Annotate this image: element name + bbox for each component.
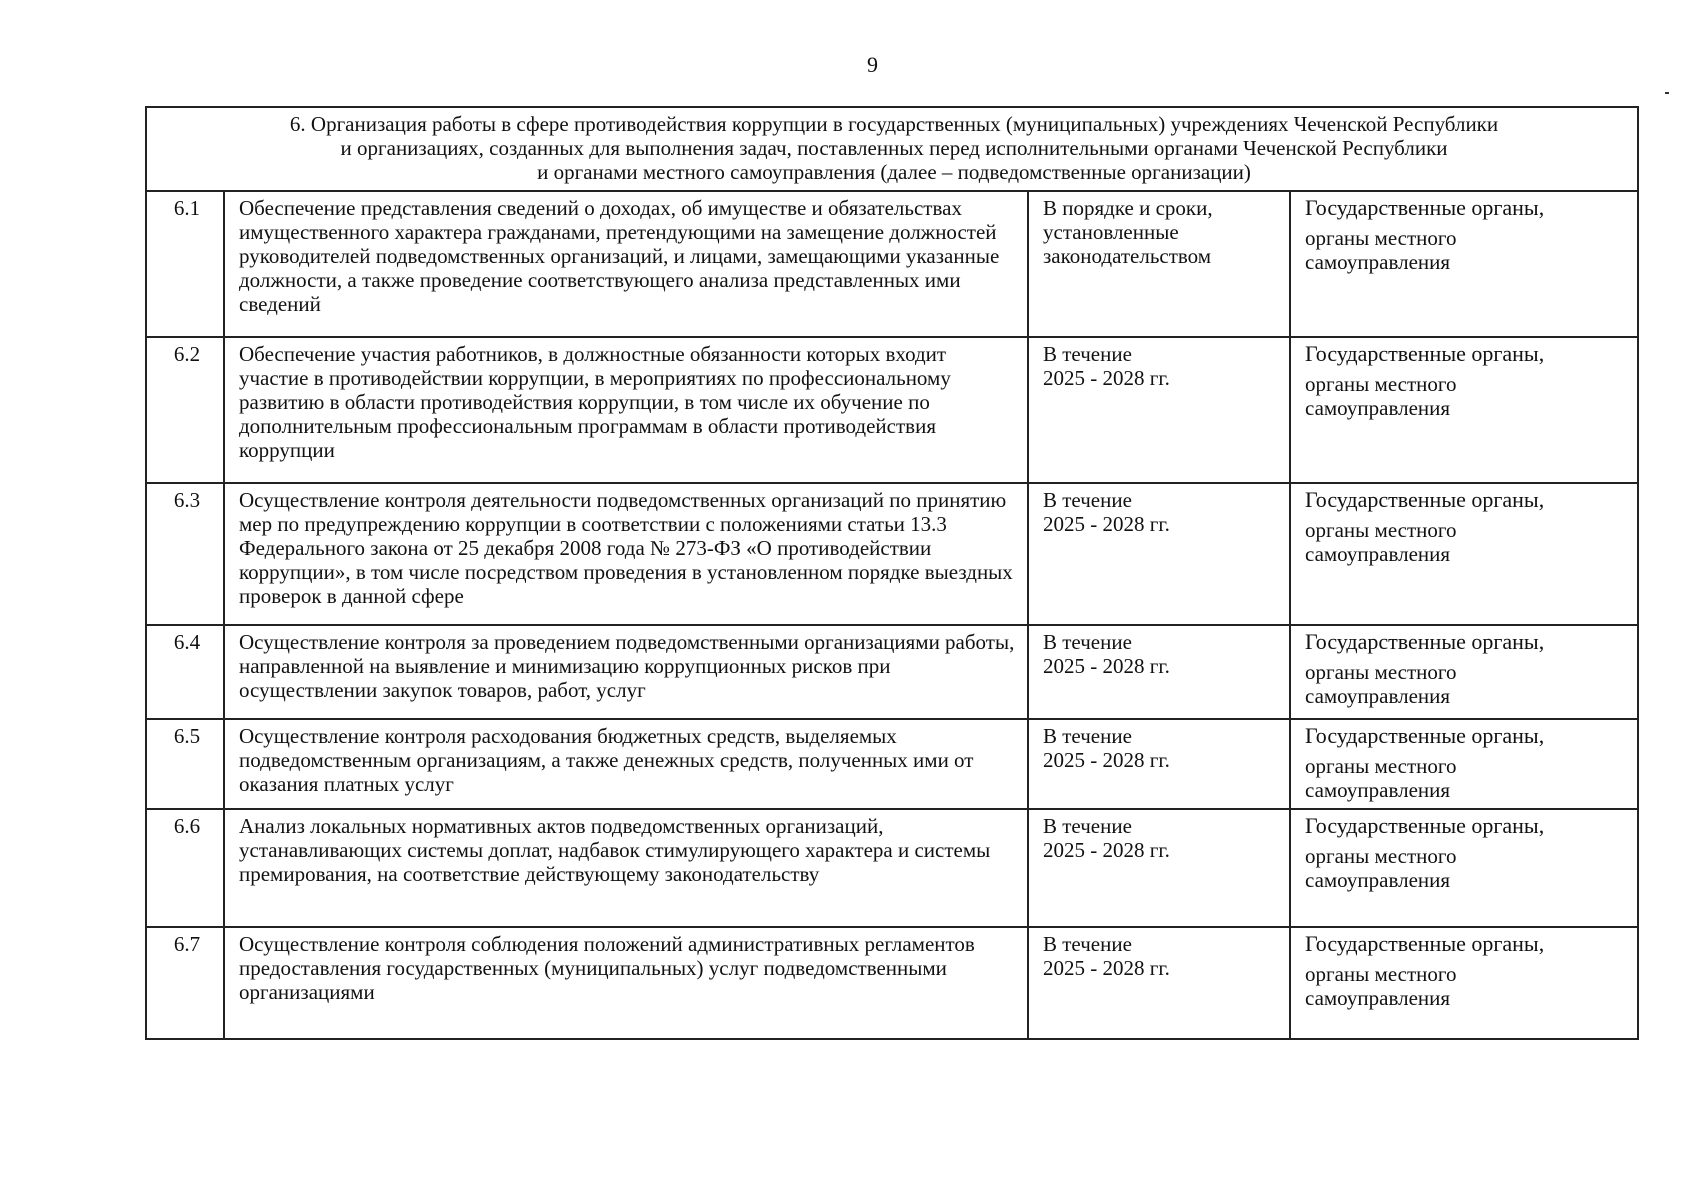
responsible-secondary: органы местного самоуправления (1305, 754, 1457, 802)
row-term: В порядке и сроки, установленные законодательством (1028, 191, 1290, 337)
row-number: 6.6 (146, 809, 224, 927)
responsible-secondary: органы местного самоуправления (1305, 226, 1457, 274)
section-header-row (146, 107, 1638, 191)
row-responsible (1290, 337, 1638, 483)
row-term: В течение 2025 - 2028 гг. (1028, 625, 1290, 719)
row-number: 6.7 (146, 927, 224, 1039)
row-number: 6.2 (146, 337, 224, 483)
table-row (146, 927, 1638, 1039)
table-row (146, 625, 1638, 719)
row-action: Осуществление контроля расходования бюджетных средств, выделяемых подведомственным организациям, а также денежных средств, полученных ими от оказания платных услуг (224, 719, 1028, 809)
row-responsible (1290, 809, 1638, 927)
stray-mark (1665, 92, 1669, 94)
section-title-line: и органами местного самоуправления (далее – подведомственные организации) (537, 160, 1251, 184)
responsible-secondary: органы местного самоуправления (1305, 962, 1457, 1010)
row-action: Осуществление контроля деятельности подведомственных организаций по принятию мер по предупреждению коррупции в соответствии с положениями статьи 13.3 Федерального закона от 25 декабря 2008 года № 273-ФЗ «О противодействии коррупции», в том числе посредством проведения в установленном порядке выездных проверок в данной сфере (224, 483, 1028, 625)
section-title-line: и организациях, созданных для выполнения задач, поставленных перед исполнительными органами Чеченской Республики (340, 136, 1448, 160)
responsible-primary: Государственные органы, (1305, 931, 1545, 956)
responsible-primary: Государственные органы, (1305, 813, 1545, 838)
responsible-primary: Государственные органы, (1305, 195, 1545, 220)
responsible-primary: Государственные органы, (1305, 629, 1545, 654)
table-row (146, 809, 1638, 927)
page-number: 9 (867, 52, 878, 77)
row-responsible (1290, 719, 1638, 809)
row-number: 6.5 (146, 719, 224, 809)
row-action: Обеспечение участия работников, в должностные обязанности которых входит участие в противодействии коррупции, в мероприятиях по профессиональному развитию в области противодействия коррупции, в том числе их обучение по дополнительным профессиональным программам в области противодействия коррупции (224, 337, 1028, 483)
action-plan-table (145, 106, 1639, 1040)
row-term: В течение 2025 - 2028 гг. (1028, 719, 1290, 809)
row-number: 6.4 (146, 625, 224, 719)
section-title-line: 6. Организация работы в сфере противодействия коррупции в государственных (муниципальных) учреждениях Чеченской Республики (289, 112, 1499, 136)
table-row (146, 719, 1638, 809)
row-action: Осуществление контроля за проведением подведомственными организациями работы, направленной на выявление и минимизацию коррупционных рисков при осуществлении закупок товаров, работ, услуг (224, 625, 1028, 719)
table-row (146, 337, 1638, 483)
responsible-primary: Государственные органы, (1305, 723, 1545, 748)
row-action: Осуществление контроля соблюдения положений административных регламентов предоставления государственных (муниципальных) услуг подведомственными организациями (224, 927, 1028, 1039)
table-row (146, 483, 1638, 625)
responsible-primary: Государственные органы, (1305, 487, 1545, 512)
responsible-secondary: органы местного самоуправления (1305, 372, 1457, 420)
responsible-secondary: органы местного самоуправления (1305, 844, 1457, 892)
responsible-primary: Государственные органы, (1305, 341, 1545, 366)
responsible-secondary: органы местного самоуправления (1305, 518, 1457, 566)
row-term: В течение 2025 - 2028 гг. (1028, 337, 1290, 483)
row-responsible (1290, 191, 1638, 337)
row-number: 6.3 (146, 483, 224, 625)
row-action: Обеспечение представления сведений о доходах, об имуществе и обязательствах имущественного характера гражданами, претендующими на замещение должностей руководителей подведомственных организаций, и лицами, замещающими указанные должности, а также проведение соответствующего анализа представленных ими сведений (224, 191, 1028, 337)
responsible-secondary: органы местного самоуправления (1305, 660, 1457, 708)
row-term: В течение 2025 - 2028 гг. (1028, 483, 1290, 625)
row-responsible (1290, 625, 1638, 719)
row-term: В течение 2025 - 2028 гг. (1028, 809, 1290, 927)
section-title (146, 107, 1638, 191)
row-term: В течение 2025 - 2028 гг. (1028, 927, 1290, 1039)
row-action: Анализ локальных нормативных актов подведомственных организаций, устанавливающих системы доплат, надбавок стимулирующего характера и системы премирования, на соответствие действующему законодательству (224, 809, 1028, 927)
row-responsible (1290, 927, 1638, 1039)
row-number: 6.1 (146, 191, 224, 337)
table-row (146, 191, 1638, 337)
row-responsible (1290, 483, 1638, 625)
